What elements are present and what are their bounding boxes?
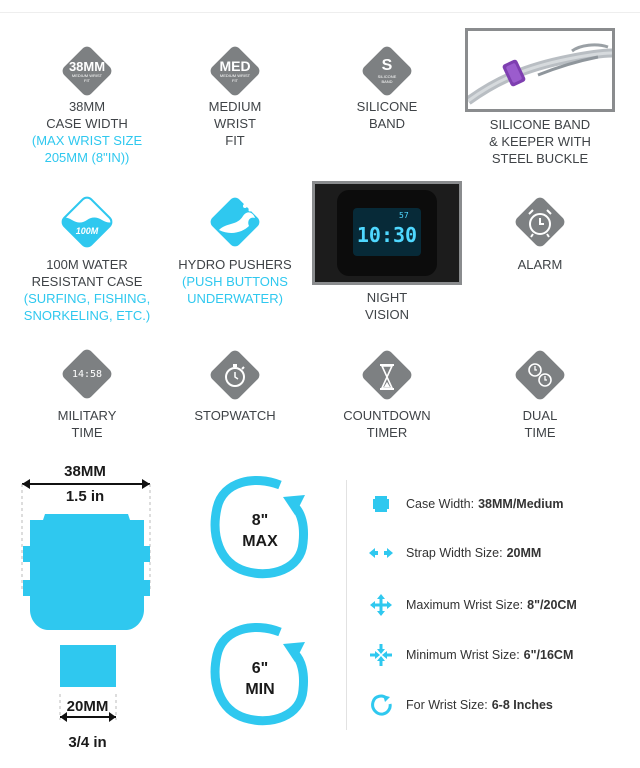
caption-line: TIME [524, 425, 556, 440]
feature-medium-wrist-fit [160, 40, 310, 170]
caption-line: MILITARY [57, 408, 117, 423]
feature-silicone-band [312, 40, 462, 170]
spec-value: 6-8 Inches [491, 698, 553, 712]
feature-band-keeper-buckle [465, 28, 615, 178]
top-divider [0, 12, 640, 13]
max-size-value: 8" [251, 512, 269, 529]
icon-big-text: 14:58 [71, 368, 103, 380]
silicone-band-icon [357, 41, 417, 101]
caption-line: STOPWATCH [194, 408, 276, 423]
caption-line: ALARM [517, 257, 563, 272]
caption-line: 38MM [68, 99, 106, 114]
caption-line: WRIST [214, 116, 256, 131]
caption-line: TIME [71, 425, 103, 440]
feature-caption [160, 98, 310, 149]
countdown-timer-icon [357, 345, 417, 405]
caption-line: RESISTANT CASE [31, 274, 143, 289]
caption-line: DUAL [522, 408, 558, 423]
caption-line: NIGHT [366, 290, 408, 305]
feature-hydro-pushers [160, 190, 310, 330]
case-width-mm-label: 38MM [64, 463, 106, 480]
spec-minimum-wrist [368, 645, 573, 665]
caption-note: UNDERWATER) [187, 291, 283, 306]
caption-line: FIT [225, 133, 245, 148]
caption-note: (SURFING, FISHING, [23, 291, 151, 306]
strap-width-mm-label: 20MM [66, 698, 109, 715]
night-vision-watch-photo [312, 181, 462, 285]
feature-caption [160, 407, 310, 424]
feature-caption [465, 407, 615, 441]
spec-divider [346, 480, 347, 730]
icon-small-text: FIT [232, 78, 238, 83]
spec-wrist-size-range [368, 695, 553, 715]
caption-line: CASE WIDTH [46, 116, 128, 131]
caption-line: VISION [364, 307, 410, 322]
spec-maximum-wrist [368, 595, 577, 615]
military-time-icon [57, 344, 117, 404]
strap-width-in-label: 3/4 in [68, 734, 107, 751]
icon-small-text: BAND [381, 79, 393, 84]
feature-countdown-timer [312, 343, 462, 443]
spec-value: 38MM/Medium [478, 497, 564, 511]
spec-value: 20MM [506, 546, 542, 560]
case-shape-icon [368, 494, 394, 514]
caption-line: SILICONE [356, 99, 418, 114]
caption-note: (MAX WRIST SIZE [31, 133, 143, 148]
circular-arrow-icon [368, 695, 394, 715]
water-depth-label: 100M [75, 226, 99, 236]
feature-caption [465, 116, 615, 167]
caption-note: 205MM (8"IN)) [44, 150, 130, 165]
caption-line: 100M WATER [46, 257, 128, 272]
max-size-label: MAX [242, 533, 278, 550]
feature-caption [312, 289, 462, 323]
medium-fit-icon [205, 41, 265, 101]
icon-small-text: MEDIUM WRIST [71, 72, 103, 78]
caption-line: MEDIUM [208, 99, 262, 114]
caption-line: BAND [368, 116, 406, 131]
spec-strap-width [368, 543, 541, 563]
feature-alarm [465, 190, 615, 290]
icon-small-text: FIT [84, 77, 90, 83]
contract-arrows-icon [368, 645, 394, 665]
caption-line: HYDRO PUSHERS [178, 257, 292, 272]
spec-label: Minimum Wrist Size: [406, 648, 520, 662]
feature-dual-time [465, 343, 615, 443]
feature-38mm-case-width [12, 40, 162, 170]
spec-label: Strap Width Size: [406, 546, 503, 560]
icon-big-text: 38MM [68, 58, 106, 74]
spec-value: 6"/16CM [523, 648, 574, 662]
caption-line: & KEEPER WITH [489, 134, 591, 149]
spec-value: 8"/20CM [527, 598, 577, 612]
feature-caption [312, 407, 462, 441]
feature-caption [160, 256, 310, 307]
strap-width-arrows-icon [368, 543, 394, 563]
hydro-pushers-icon [205, 192, 265, 252]
min-size-value: 6" [251, 660, 269, 677]
spec-label: Maximum Wrist Size: [406, 598, 524, 612]
spec-label: Case Width: [406, 497, 475, 511]
case-width-in-label: 1.5 in [65, 488, 105, 505]
spec-label: For Wrist Size: [406, 698, 488, 712]
caption-line: SILICONE BAND [489, 117, 591, 132]
min-size-label: MIN [245, 681, 275, 698]
feature-caption [12, 256, 162, 324]
stopwatch-icon [205, 345, 265, 405]
caption-note: (PUSH BUTTONS [182, 274, 288, 289]
feature-military-time [12, 343, 162, 443]
icon-big-text: MED [219, 58, 251, 74]
caption-line: TIMER [366, 425, 408, 440]
dual-time-icon [510, 345, 570, 405]
feature-caption [12, 407, 162, 441]
feature-100m-water-resistant [12, 190, 162, 330]
alarm-clock-icon [510, 192, 570, 252]
water-resistant-100m-icon [57, 192, 117, 252]
icon-small-text: MEDIUM WRIST [219, 73, 251, 78]
buckle-illustration [468, 31, 612, 109]
watch-seconds-display: 57 [399, 211, 409, 220]
spec-case-width [368, 494, 564, 514]
feature-night-vision [312, 181, 462, 331]
caption-line: COUNTDOWN [343, 408, 431, 423]
feature-stopwatch [160, 343, 310, 443]
feature-caption [12, 98, 162, 166]
watch-time-display: 10:30 [356, 223, 418, 247]
caption-line: STEEL BUCKLE [491, 151, 589, 166]
expand-arrows-icon [368, 595, 394, 615]
icon-big-text: S [381, 57, 393, 74]
feature-caption [465, 256, 615, 273]
caption-note: SNORKELING, ETC.) [23, 308, 151, 323]
band-keeper-buckle-photo [465, 28, 615, 112]
feature-caption [312, 98, 462, 132]
38mm-size-icon [57, 41, 117, 101]
icon-small-text: SILICONE [377, 74, 397, 79]
